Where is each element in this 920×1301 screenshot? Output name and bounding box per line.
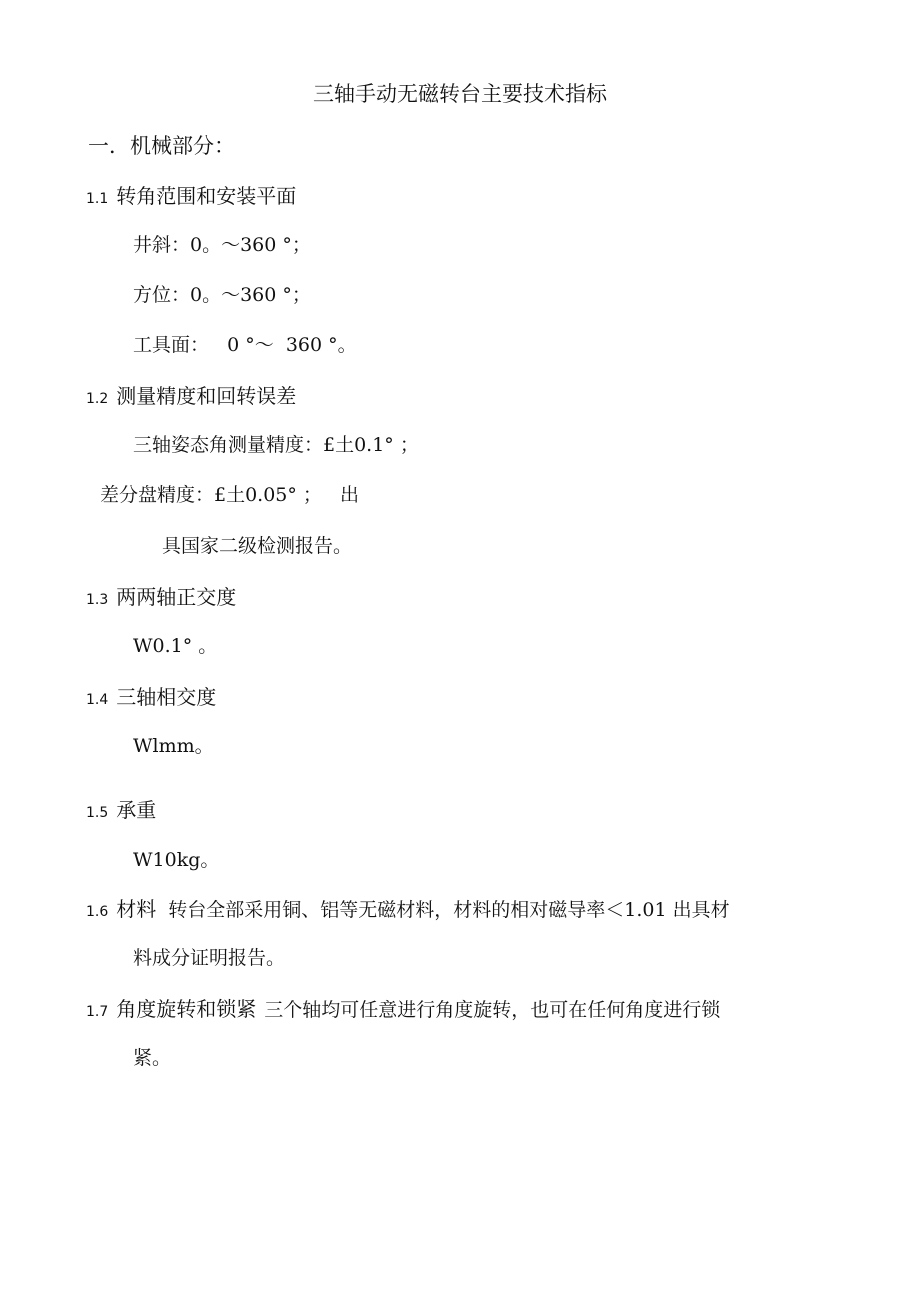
item-number: 1.1 bbox=[86, 191, 109, 207]
item-number: 1.2 bbox=[86, 391, 109, 407]
item-number: 1.5 bbox=[86, 805, 109, 821]
item-1-2-line-1: 三轴姿态角测量精度：£土0.1° ； bbox=[133, 434, 419, 456]
section-heading-mechanical: 一．机械部分： bbox=[88, 134, 235, 158]
item-title: 角度旋转和锁紧 bbox=[116, 997, 257, 1021]
item-number: 1.3 bbox=[86, 592, 109, 608]
item-1-7-heading bbox=[86, 993, 720, 1022]
item-1-4-line-1: Wlmm。 bbox=[133, 735, 214, 757]
item-title: 两两轴正交度 bbox=[116, 585, 237, 609]
item-1-2-line-3: 具国家二级检测报告。 bbox=[162, 535, 353, 557]
item-title: 测量精度和回转误差 bbox=[116, 384, 297, 408]
item-1-1-line-3: 工具面： 0 °～ 360 °。 bbox=[133, 334, 357, 356]
item-1-5-heading bbox=[86, 794, 156, 823]
item-1-6-text: 转台全部采用铜、铝等无磁材料，材料的相对磁导率＜1.01 出具材 bbox=[168, 899, 730, 921]
item-title: 三轴相交度 bbox=[116, 685, 217, 709]
item-1-1-line-1: 井斜：0。～360 °； bbox=[133, 234, 311, 256]
item-1-1-heading bbox=[86, 180, 296, 209]
item-1-7-continuation: 紧。 bbox=[133, 1047, 172, 1069]
item-title: 材料 bbox=[116, 897, 157, 921]
item-1-3-heading bbox=[86, 581, 236, 610]
item-1-4-heading bbox=[86, 681, 216, 710]
item-1-6-heading bbox=[86, 893, 730, 922]
item-number: 1.7 bbox=[86, 1004, 109, 1020]
item-1-6-continuation: 料成分证明报告。 bbox=[133, 947, 286, 969]
item-title: 承重 bbox=[116, 798, 157, 822]
item-1-7-text: 三个轴均可任意进行角度旋转，也可在任何角度进行锁 bbox=[264, 999, 721, 1021]
item-number: 1.6 bbox=[86, 904, 109, 920]
item-number: 1.4 bbox=[86, 692, 109, 708]
item-title: 转角范围和安装平面 bbox=[116, 184, 297, 208]
item-1-3-line-1: W0.1° 。 bbox=[133, 635, 218, 657]
item-1-2-heading bbox=[86, 380, 296, 409]
item-1-1-line-2: 方位：0。～360 °； bbox=[133, 284, 311, 306]
item-1-5-line-1: W10kg。 bbox=[133, 849, 220, 871]
item-1-2-line-2: 差分盘精度：£土0.05° ； 出 bbox=[100, 484, 360, 506]
document-title: 三轴手动无磁转台主要技术指标 bbox=[313, 82, 607, 106]
